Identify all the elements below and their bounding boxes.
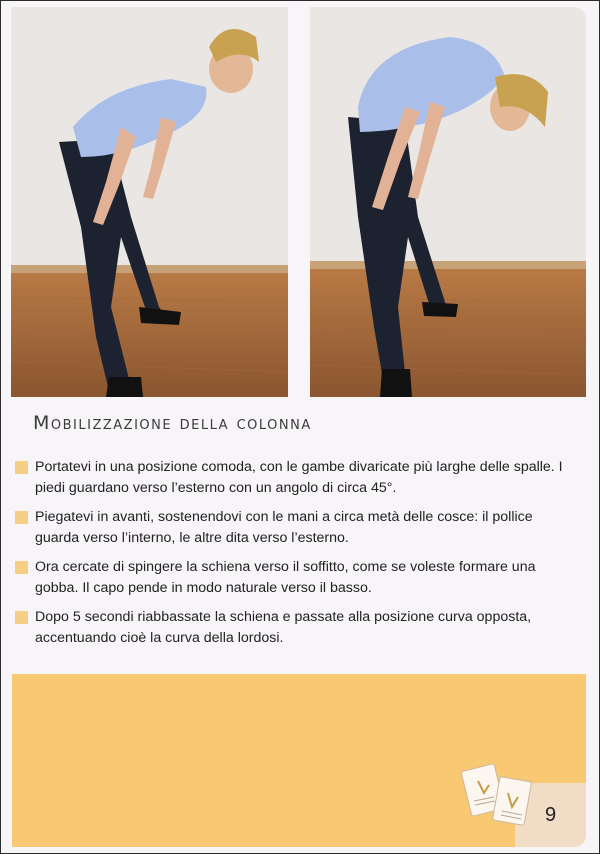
list-item <box>15 607 575 649</box>
square-bullet-icon <box>15 511 28 524</box>
square-bullet-icon <box>15 611 28 624</box>
book-pages-icon <box>460 761 538 837</box>
square-bullet-icon <box>15 561 28 574</box>
square-bullet-icon <box>15 461 28 474</box>
list-item <box>15 557 575 599</box>
step-text: Dopo 5 secondi riabbassate la schiena e passate alla posizione curva opposta, accentuando cioè la curva della lordosi. <box>35 609 532 646</box>
photo-forward-bend <box>11 7 288 397</box>
list-item <box>15 507 575 549</box>
step-list <box>15 457 575 657</box>
step-text: Portatevi in una posizione comoda, con le gambe divaricate più larghe delle spalle. I piedi guardano verso l’esterno con un angolo di circa 45°. <box>35 459 563 496</box>
step-text: Ora cercate di spingere la schiena verso il soffitto, come se voleste formare una gobba. Il capo pende in modo naturale verso il basso. <box>35 559 536 596</box>
step-text: Piegatevi in avanti, sostenendovi con le mani a circa metà delle cosce: il pollice guarda verso l’interno, le altre dita verso l’esterno. <box>35 509 533 546</box>
section-title: Mobilizzazione della colonna <box>33 412 312 434</box>
list-item <box>15 457 575 499</box>
page-number: 9 <box>515 783 586 847</box>
photo-rounded-back <box>310 7 586 397</box>
